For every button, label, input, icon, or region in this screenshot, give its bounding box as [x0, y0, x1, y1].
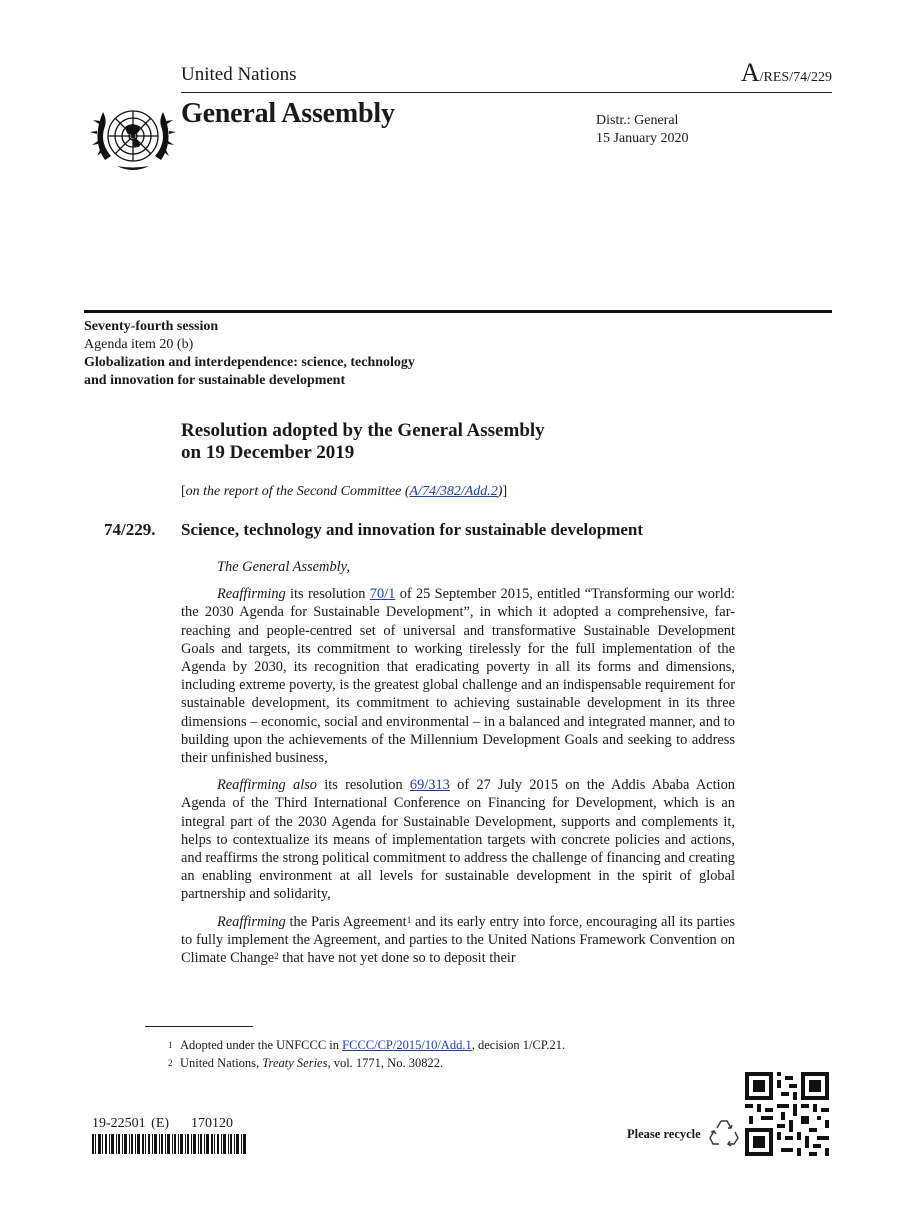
paragraph-3-text-a: the Paris Agreement [285, 913, 407, 930]
paragraph-1-text-b: of 25 September 2015, entitled “Transforming our world: the 2030 Agenda for Sustainable Development”, in which it adopted a comprehensive, far-reaching and people-centred set of universal and transformative Sustainable Development Goals and targets, its commitment to working tirelessly for the full implementation of the Agenda by 2030, its recognition that eradicating poverty in all its forms and dimensions, including extreme poverty, is the greatest global challenge and an indispensable requirement for sustainable development, its commitment to achieving sustainable development in its three dimensions – economic, social and environmental – in a balanced and integrated manner, and to building upon the achievements of the Millennium Development Goals and seeking to address their unfinished business, [181, 586, 735, 767]
paragraph-1-text-a: its resolution [285, 586, 370, 603]
document-symbol [741, 58, 832, 88]
document-symbol-rest: /RES/74/229 [759, 70, 832, 85]
section-rule [84, 310, 832, 313]
document-date: 15 January 2020 [596, 131, 689, 146]
report-bracket-close: ] [502, 484, 508, 499]
report-bracket-open: [ [181, 484, 186, 499]
opening-text: The General Assembly, [217, 559, 350, 575]
paragraph-1-lead: Reaffirming [217, 586, 286, 603]
footnote-ref-2[interactable]: 2 [274, 951, 279, 962]
footnote-ref-1[interactable]: 1 [406, 914, 412, 925]
agenda-topic-line-1: Globalization and interdependence: science, technology [84, 355, 415, 370]
footnote-2-mark: 2 [168, 1058, 173, 1068]
resolution-70-1-link[interactable]: 70/1 [369, 586, 396, 603]
resolution-heading-line-1: Resolution adopted by the General Assembly [181, 420, 545, 441]
session-block [84, 318, 415, 390]
footnote-rule [145, 1026, 253, 1027]
recycle-icon [708, 1117, 740, 1147]
footnote-2-italic: Treaty Series [262, 1056, 328, 1070]
resolution-title: Science, technology and innovation for sustainable development [181, 520, 644, 539]
qr-code [745, 1072, 829, 1156]
footnote-1-mark: 1 [168, 1040, 173, 1050]
footnote-1-text-b: , decision 1/CP.21. [471, 1038, 566, 1052]
report-reference [181, 484, 507, 500]
footnote-1 [168, 1036, 565, 1054]
paragraph-3-text-b: and its early entry into force, encouraging all its parties to fully implement the Agreement, and parties to the United Nations Framework Convention on Climate Change [181, 913, 735, 967]
barcode [92, 1134, 246, 1154]
distribution-info [596, 112, 689, 148]
paragraph-3-text-c: that have not yet done so to deposit their [278, 950, 516, 967]
paragraph-2-lead: Reaffirming also [217, 777, 317, 794]
header-rule [181, 92, 832, 93]
footnote-2 [168, 1054, 565, 1072]
document-symbol-prefix: A [740, 58, 760, 87]
resolution-heading-line-2: on 19 December 2019 [181, 442, 355, 463]
opening-line [181, 558, 735, 576]
footnote-2-text-b: , vol. 1771, No. 30822. [327, 1056, 444, 1070]
paragraph-1 [181, 585, 735, 767]
job-number: 19-22501 (E) 170120 [92, 1116, 234, 1131]
resolution-69-313-link[interactable]: 69/313 [409, 777, 450, 794]
resolution-heading [181, 420, 545, 464]
un-emblem-icon [89, 100, 177, 176]
paragraph-2-text-b: of 27 July 2015 on the Addis Ababa Action Agenda of the Third International Conference on Financing for Development, which is an integral part of the 2030 Agenda for Sustainable Development, supports and complements it, helps to contextualize its means of implementation targets with concrete policies and actions, and reaffirms the strong political commitment to address the challenge of financing and creating an enabling environment at all levels for sustainable development in the spirit of global partnership and solidarity, [181, 777, 735, 903]
paragraph-3 [181, 913, 735, 968]
paragraph-2 [181, 776, 735, 903]
report-text: on the report of the Second Committee ( [185, 484, 410, 499]
agenda-topic-line-2: and innovation for sustainable development [84, 373, 346, 388]
footnote-2-text-a: United Nations, [180, 1056, 263, 1070]
agenda-item: Agenda item 20 (b) [84, 337, 194, 352]
organization-name: United Nations [181, 64, 297, 85]
footnote-1-link[interactable]: FCCC/CP/2015/10/Add.1 [342, 1038, 472, 1052]
session-name: Seventy-fourth session [84, 319, 219, 334]
footnotes [168, 1036, 565, 1072]
paragraph-2-text-a: its resolution [317, 777, 410, 794]
report-link[interactable]: A/74/382/Add.2 [409, 484, 498, 499]
footnote-1-text-a: Adopted under the UNFCCC in [180, 1038, 343, 1052]
report-paren-close: ) [497, 484, 503, 499]
distribution-label: Distr.: General [596, 113, 679, 128]
body-title: General Assembly [181, 98, 395, 129]
paragraph-3-lead: Reaffirming [217, 913, 286, 930]
resolution-number: 74/229. [104, 520, 156, 539]
recycle-text: Please recycle [627, 1127, 701, 1141]
resolution-body [181, 558, 735, 976]
